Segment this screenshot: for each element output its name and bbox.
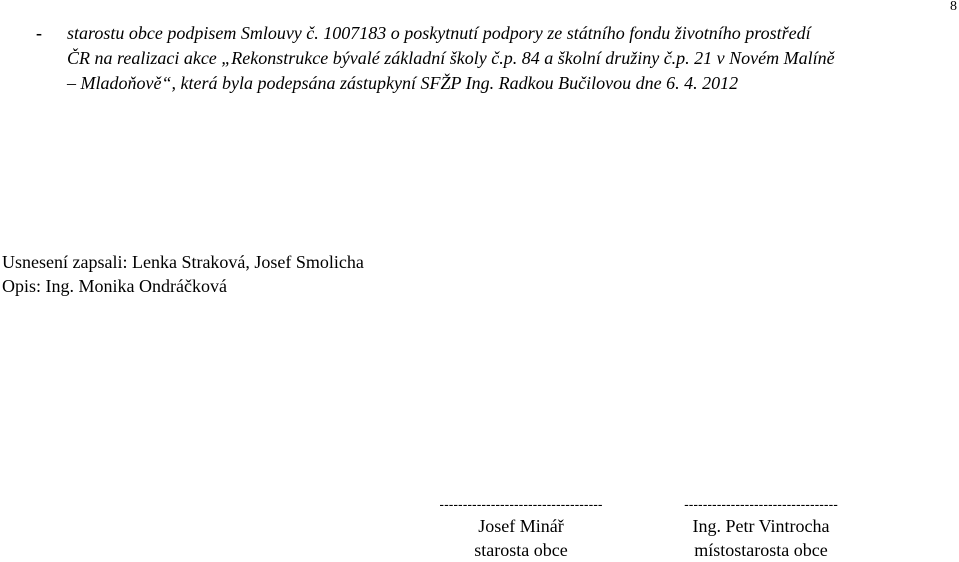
page-number: 8 — [950, 0, 957, 14]
signatory-role: starosta obce — [474, 540, 568, 560]
resolution-item-line-2: ČR na realizaci akce „Rekonstrukce bývalé základní školy č.p. 84 a školní družiny č.p. 21 v Novém Malíně — [67, 48, 835, 68]
list-bullet: - — [36, 23, 42, 43]
signature-line: --------------------------------- — [684, 496, 838, 512]
signature-block-mayor — [404, 494, 638, 562]
signature-block-deputy-mayor — [652, 494, 870, 562]
signatory-role: místostarosta obce — [694, 540, 828, 560]
copy-made-by: Opis: Ing. Monika Ondráčková — [2, 276, 227, 296]
resolution-item-line-1: starostu obce podpisem Smlouvy č. 1007183 o poskytnutí podpory ze státního fondu životního prostředí — [67, 23, 811, 43]
minutes-recorded-by: Usnesení zapsali: Lenka Straková, Josef Smolicha — [2, 252, 364, 272]
signatory-name: Ing. Petr Vintrocha — [692, 516, 830, 536]
resolution-item-text — [67, 21, 957, 96]
signature-line: ----------------------------------- — [439, 496, 603, 512]
signatory-name: Josef Minář — [478, 516, 564, 536]
recorded-by-block — [2, 250, 364, 298]
resolution-item-line-3: – Mladoňově“, která byla podepsána zástupkyní SFŽP Ing. Radkou Bučilovou dne 6. 4. 2012 — [67, 73, 739, 93]
